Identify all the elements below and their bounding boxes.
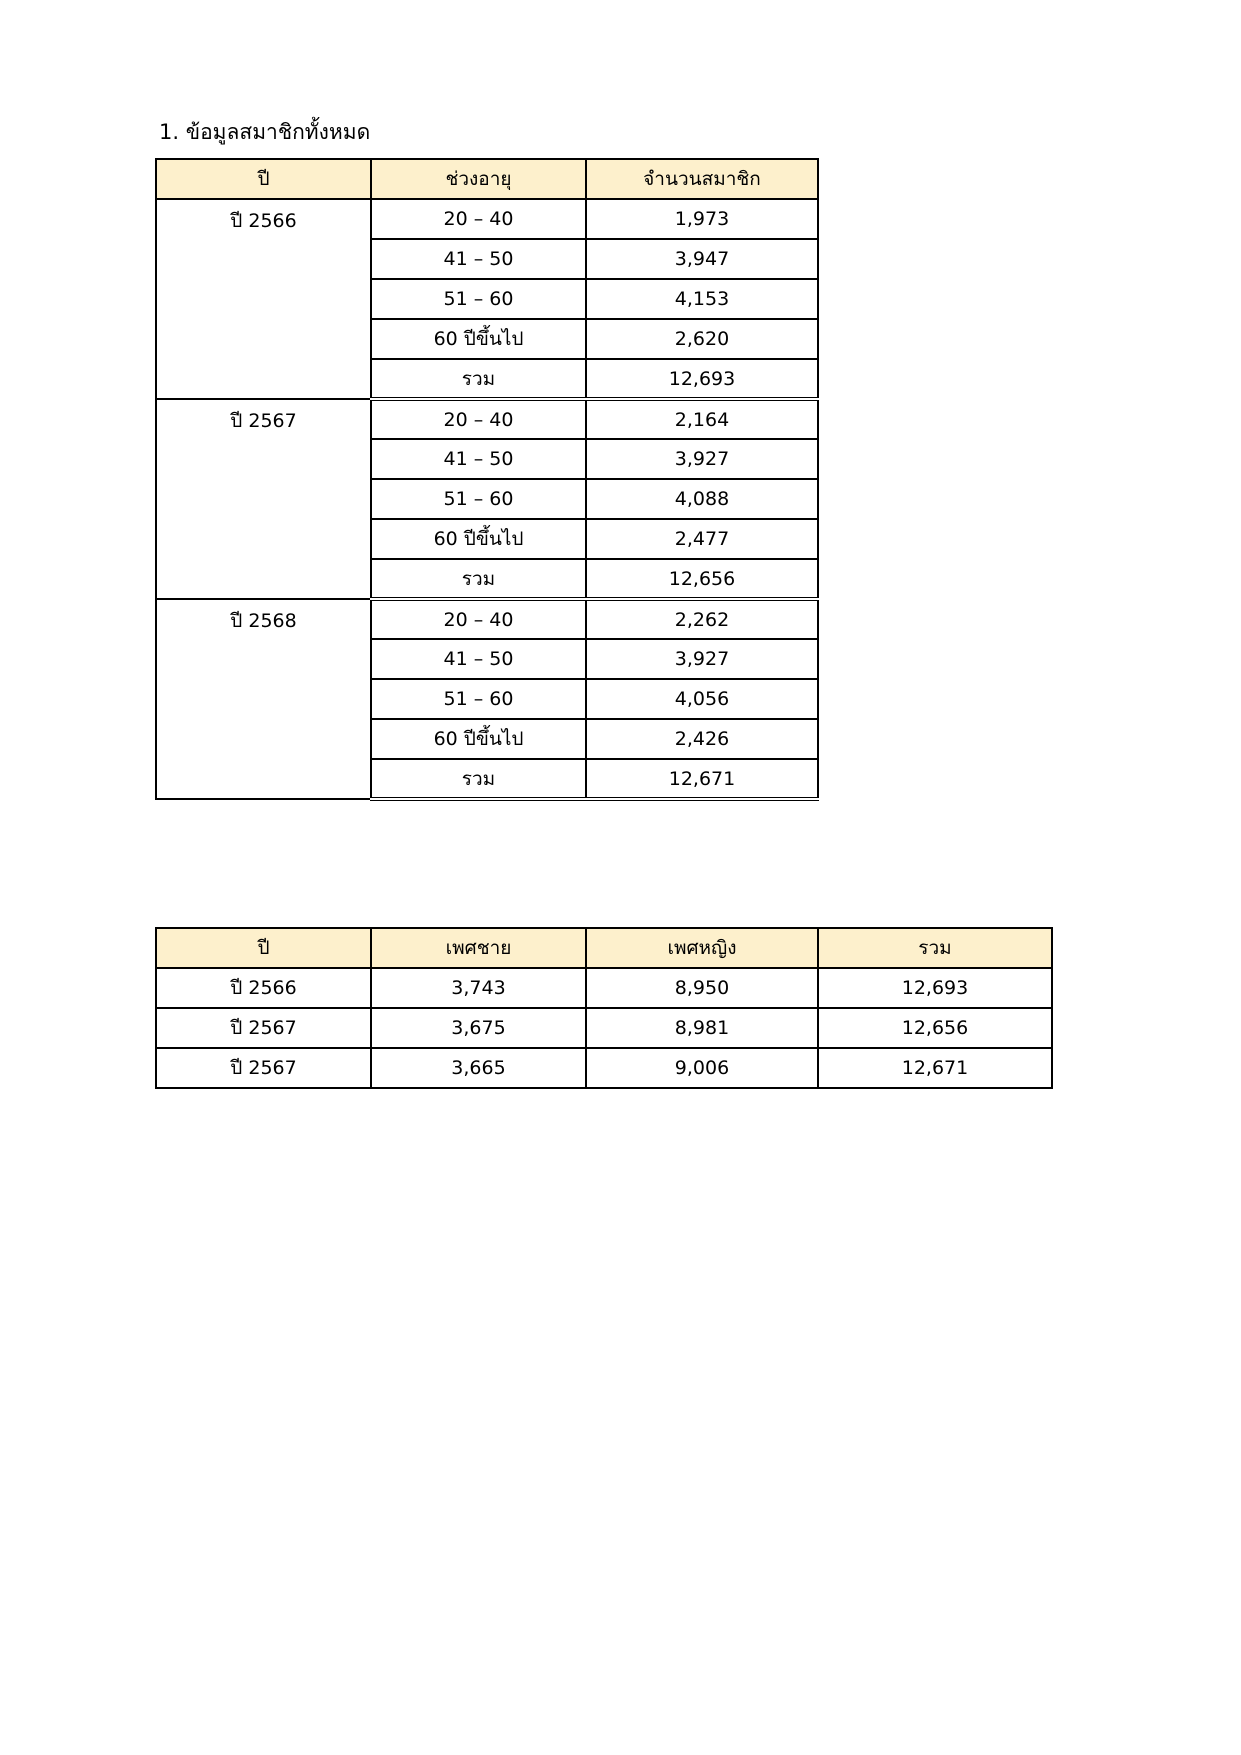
table-row	[156, 599, 818, 639]
header-female: เพศหญิง	[586, 928, 818, 968]
age-range-cell: 41 – 50	[371, 439, 586, 479]
age-table-header-row	[156, 159, 818, 199]
age-range-cell: 51 – 60	[371, 279, 586, 319]
male-cell: 3,675	[371, 1008, 586, 1048]
age-range-cell: 20 – 40	[371, 199, 586, 239]
year-cell: ปี 2566	[156, 199, 371, 399]
header-year: ปี	[156, 159, 371, 199]
table-row	[156, 199, 818, 239]
age-range-cell: 60 ปีขึ้นไป	[371, 719, 586, 759]
table-row	[156, 1048, 1052, 1088]
table-row	[156, 968, 1052, 1008]
header-year: ปี	[156, 928, 371, 968]
age-range-cell: 60 ปีขึ้นไป	[371, 519, 586, 559]
count-cell: 12,671	[586, 759, 818, 799]
header-member-count: จำนวนสมาชิก	[586, 159, 818, 199]
age-range-cell: 41 – 50	[371, 639, 586, 679]
total-cell: 12,656	[818, 1008, 1052, 1048]
female-cell: 8,981	[586, 1008, 818, 1048]
age-range-cell: 20 – 40	[371, 399, 586, 439]
count-cell: 2,164	[586, 399, 818, 439]
count-cell: 2,426	[586, 719, 818, 759]
female-cell: 8,950	[586, 968, 818, 1008]
age-range-cell: รวม	[371, 759, 586, 799]
count-cell: 4,153	[586, 279, 818, 319]
age-range-table	[155, 158, 819, 801]
count-cell: 3,947	[586, 239, 818, 279]
year-cell: ปี 2567	[156, 1048, 371, 1088]
year-cell: ปี 2567	[156, 399, 371, 599]
count-cell: 4,056	[586, 679, 818, 719]
male-cell: 3,743	[371, 968, 586, 1008]
age-range-cell: 51 – 60	[371, 479, 586, 519]
gender-table-header-row	[156, 928, 1052, 968]
total-cell: 12,671	[818, 1048, 1052, 1088]
count-cell: 2,262	[586, 599, 818, 639]
count-cell: 1,973	[586, 199, 818, 239]
age-range-cell: 41 – 50	[371, 239, 586, 279]
age-range-cell: 20 – 40	[371, 599, 586, 639]
age-range-cell: 60 ปีขึ้นไป	[371, 319, 586, 359]
year-cell: ปี 2567	[156, 1008, 371, 1048]
header-male: เพศชาย	[371, 928, 586, 968]
age-range-cell: รวม	[371, 359, 586, 399]
count-cell: 4,088	[586, 479, 818, 519]
count-cell: 12,656	[586, 559, 818, 599]
gender-table	[155, 927, 1053, 1089]
count-cell: 2,620	[586, 319, 818, 359]
header-total: รวม	[818, 928, 1052, 968]
female-cell: 9,006	[586, 1048, 818, 1088]
count-cell: 12,693	[586, 359, 818, 399]
age-range-cell: รวม	[371, 559, 586, 599]
count-cell: 3,927	[586, 639, 818, 679]
year-cell: ปี 2568	[156, 599, 371, 799]
table-row	[156, 1008, 1052, 1048]
section-heading: 1. ข้อมูลสมาชิกทั้งหมด	[159, 120, 371, 144]
male-cell: 3,665	[371, 1048, 586, 1088]
header-age-range: ช่วงอายุ	[371, 159, 586, 199]
count-cell: 2,477	[586, 519, 818, 559]
total-cell: 12,693	[818, 968, 1052, 1008]
year-cell: ปี 2566	[156, 968, 371, 1008]
count-cell: 3,927	[586, 439, 818, 479]
age-range-cell: 51 – 60	[371, 679, 586, 719]
table-row	[156, 399, 818, 439]
